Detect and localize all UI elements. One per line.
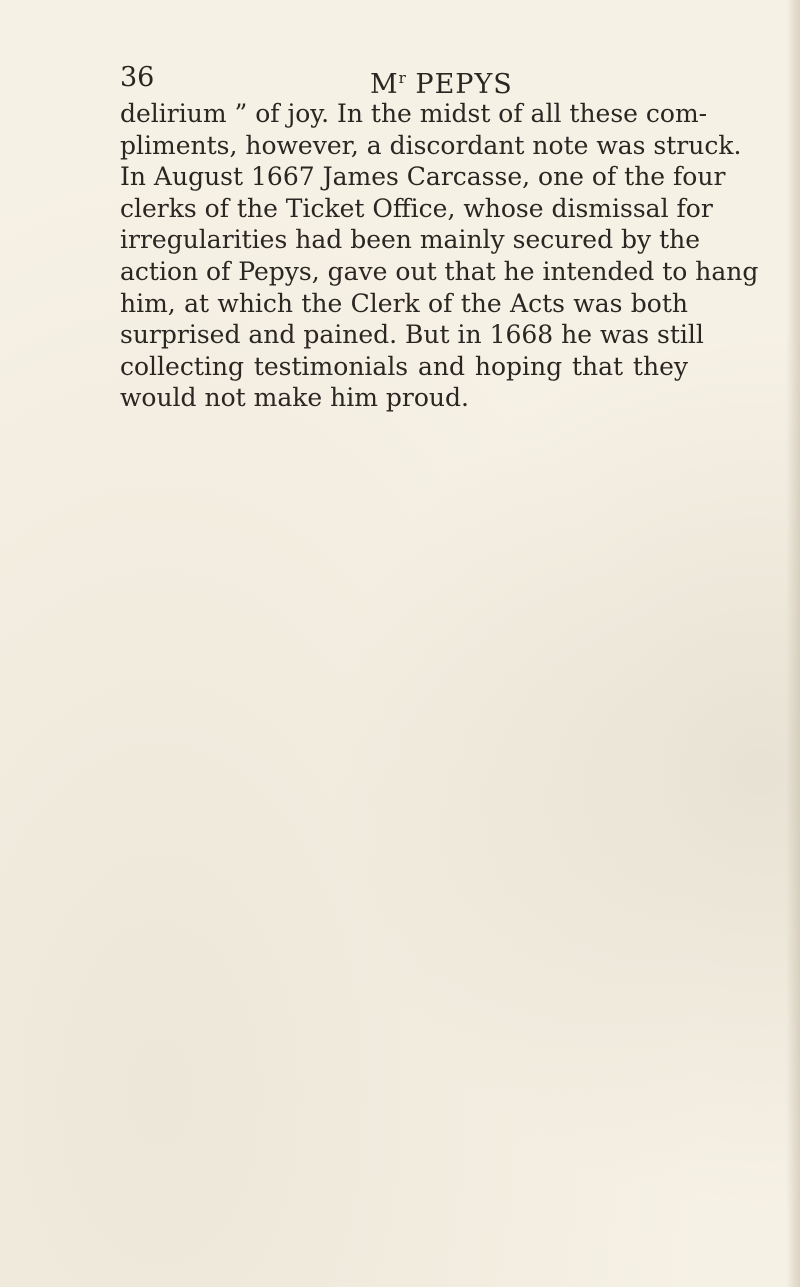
text-line: action of Pepys, gave out that he intended to hang: [120, 256, 759, 286]
running-title-rest: PEPYS: [405, 69, 513, 100]
body-paragraph: [120, 98, 759, 414]
page-edge-shadow: [786, 0, 800, 1287]
text-line: would not make him proud.: [120, 383, 469, 413]
text-line: him, at which the Clerk of the Acts was both: [120, 288, 688, 318]
text-line: delirium ” of joy. In the midst of all these com-: [120, 99, 708, 128]
page-number: 36: [120, 62, 155, 93]
running-title-superscript: r: [398, 69, 406, 87]
running-head: [120, 58, 688, 98]
text-line: In August 1667 James Carcasse, one of the four: [120, 162, 726, 192]
text-line: pliments, however, a discordant note was struck.: [120, 130, 742, 160]
running-title-prefix: M: [370, 69, 399, 100]
text-line: clerks of the Ticket Office, whose dismissal for: [120, 193, 713, 223]
text-line: irregularities had been mainly secured by the: [120, 225, 701, 255]
text-line: collecting testimonials and hoping that they: [120, 351, 688, 381]
text-line: surprised and pained. But in 1668 he was still: [120, 320, 704, 350]
